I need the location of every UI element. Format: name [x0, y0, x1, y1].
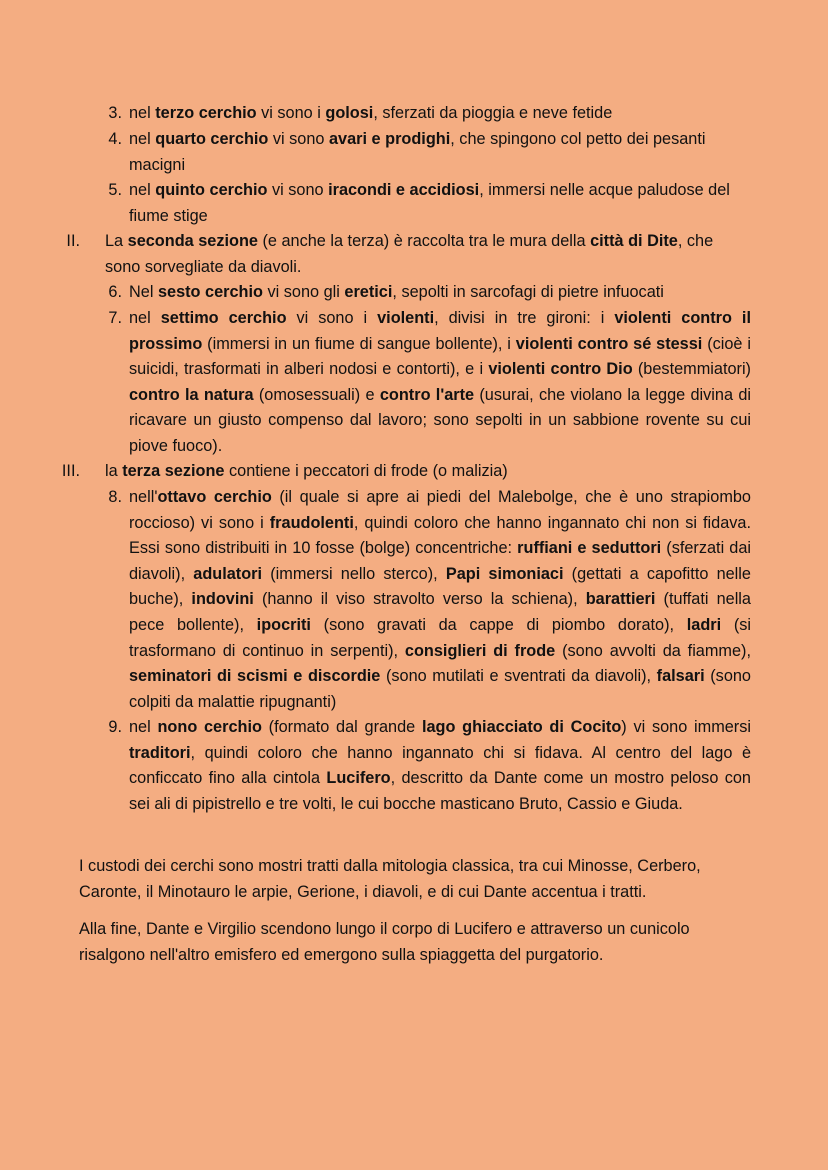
- section-third: la terza sezione contiene i peccatori di frode (o malizia): [105, 462, 508, 480]
- list-number: 5.: [108, 181, 122, 199]
- list-number: 3.: [108, 104, 122, 122]
- paragraph-guardians: I custodi dei cerchi sono mostri tratti dalla mitologia classica, tra cui Minosse, Cerbero, Caronte, il Minotauro le arpie, Gerione, i diavoli, e di cui Dante accentua i tratti.: [79, 857, 701, 901]
- list-number: 6.: [108, 283, 122, 301]
- paragraph-ending: Alla fine, Dante e Virgilio scendono lungo il corpo di Lucifero e attraverso un cunicolo risalgono nell'altro emisfero ed emergono sulla spiaggetta del purgatorio.: [79, 920, 690, 964]
- list-number: 9.: [108, 718, 122, 736]
- section-number: II.: [66, 232, 80, 250]
- list-number: 4.: [108, 130, 122, 148]
- list-number: 8.: [108, 488, 122, 506]
- section-second: La seconda sezione (e anche la terza) è raccolta tra le mura della città di Dite, che sono sorvegliate da diavoli.: [105, 232, 714, 276]
- list-item-circle-3: nel terzo cerchio vi sono i golosi, sferzati da pioggia e neve fetide: [129, 104, 613, 122]
- section-number: III.: [61, 462, 80, 480]
- list-number: 7.: [108, 309, 122, 327]
- list-item-circle-6: Nel sesto cerchio vi sono gli eretici, sepolti in sarcofagi di pietre infuocati: [129, 283, 664, 301]
- list-item-circle-5: nel quinto cerchio vi sono iracondi e accidiosi, immersi nelle acque paludose del fiume stige: [129, 181, 730, 225]
- list-item-circle-4: nel quarto cerchio vi sono avari e prodighi, che spingono col petto dei pesanti macigni: [129, 130, 706, 174]
- list-item-circle-8: nell'ottavo cerchio (il quale si apre ai piedi del Malebolge, che è uno strapiombo roccioso) vi sono i fraudolenti, quindi coloro che hanno ingannato chi non si fidava. Essi sono distribuiti in 10 fosse (bolge) concentriche: ruffiani e seduttori (sferzati dai diavoli), adulatori (immersi nello sterco), Papi simoniaci (gettati a capofitto nelle buche), indovini (hanno il viso stravolto verso la schiena), barattieri (tuffati nella pece bollente), ipocriti (sono gravati da cappe di piombo dorato), ladri (si trasformano di continuo in serpenti), consiglieri di frode (sono avvolti da fiamme), seminatori di scismi e discordie (sono mutilati e sventrati da diavoli), falsari (sono colpiti da malattie ripugnanti): [129, 488, 751, 711]
- list-item-circle-9: nel nono cerchio (formato dal grande lago ghiacciato di Cocito) vi sono immersi traditori, quindi coloro che hanno ingannato chi si fidava. Al centro del lago è conficcato fino alla cintola Lucifero, descritto da Dante come un mostro peloso con sei ali di pipistrello e tre volti, le cui bocche masticano Bruto, Cassio e Giuda.: [129, 718, 751, 813]
- list-item-circle-7: nel settimo cerchio vi sono i violenti, divisi in tre gironi: i violenti contro il prossimo (immersi in un fiume di sangue bollente), i violenti contro sé stessi (cioè i suicidi, trasformati in alberi nodosi e contorti), e i violenti contro Dio (bestemmiatori) contro la natura (omosessuali) e contro l'arte (usurai, che violano la legge divina di ricavare un giusto compenso dal lavoro; sono sepolti in un sabbione rovente su cui piove fuoco).: [129, 309, 751, 455]
